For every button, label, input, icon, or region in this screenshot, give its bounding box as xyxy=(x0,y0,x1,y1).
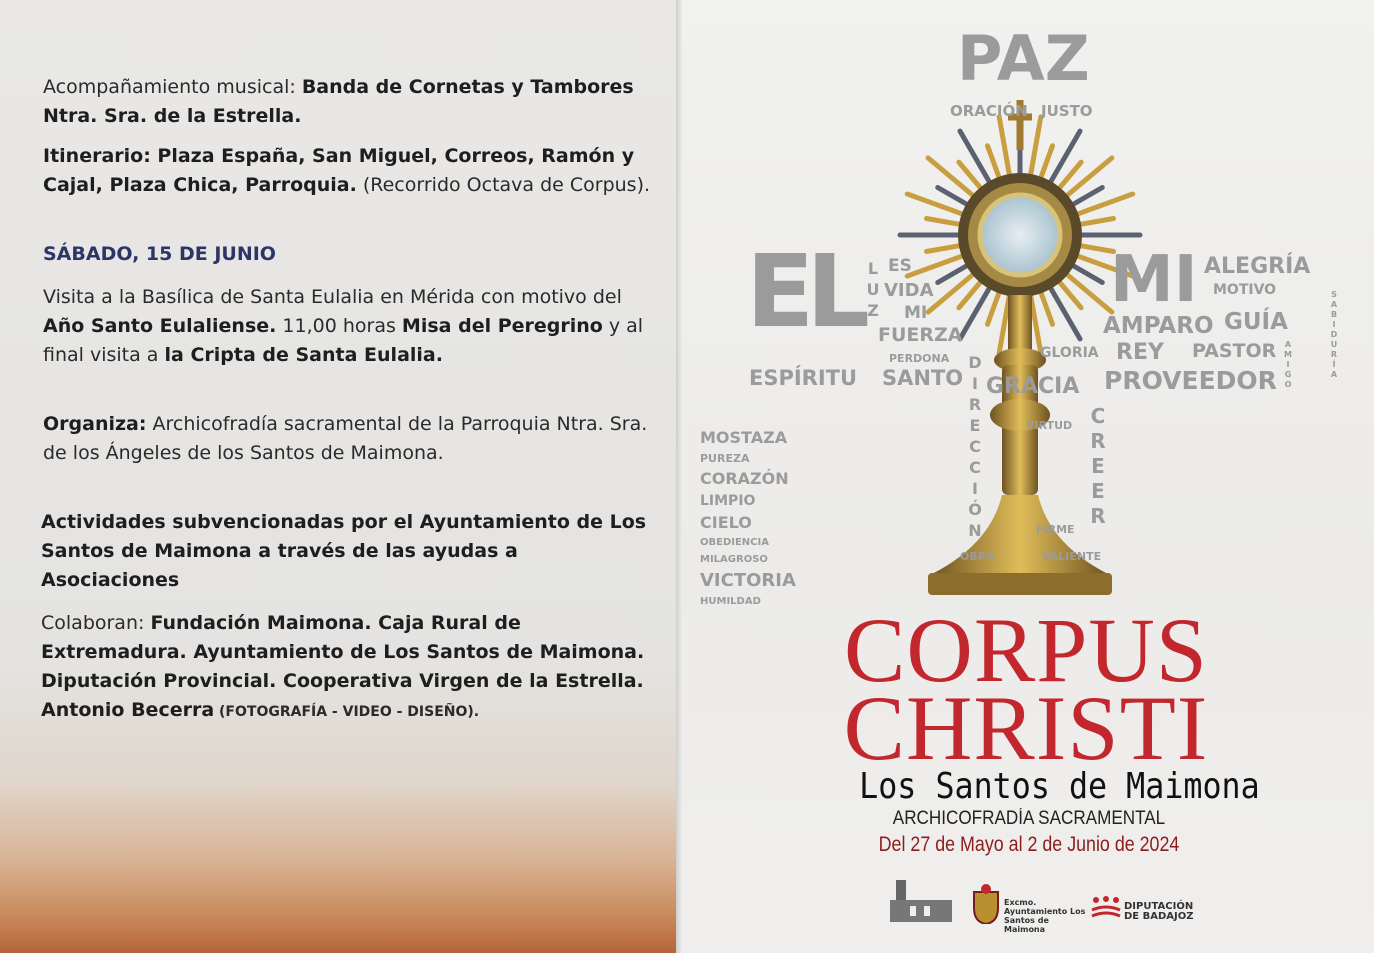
word-milagroso: MILAGROSO xyxy=(700,554,768,565)
word-proveedor: PROVEEDOR xyxy=(1104,366,1277,395)
subsidy-paragraph: Actividades subvencionadas por el Ayuntamiento de Los Santos de Maimona a través de las ayudas a Asociaciones xyxy=(41,511,647,591)
word-luz: LUZ xyxy=(866,259,880,320)
word-sabiduria: SABIDURÍA xyxy=(1330,290,1338,379)
word-obra: OBRA xyxy=(960,550,995,563)
sat-text-2: 11,00 horas xyxy=(276,315,402,337)
word-perdona: PERDONA xyxy=(889,352,950,365)
word-oracion: ORACIÓN xyxy=(950,102,1028,120)
monstrance-ray xyxy=(1048,283,1081,339)
word-humildad: HUMILDAD xyxy=(700,596,761,607)
word-firme: FIRME xyxy=(1036,523,1075,536)
word-pureza: PUREZA xyxy=(700,452,750,465)
word-obediencia: OBEDIENCIA xyxy=(700,537,769,548)
word-amigo: AMIGO xyxy=(1284,340,1292,389)
word-mi-small: MI xyxy=(904,303,928,323)
word-guia: GUÍA xyxy=(1224,309,1288,335)
collaborators-paragraph xyxy=(41,609,646,727)
saturday-paragraph xyxy=(43,283,653,370)
word-creer: CREER xyxy=(1090,404,1106,528)
sat-bold-3: la Cripta de Santa Eulalia. xyxy=(164,344,443,366)
word-virtud: VIRTUD xyxy=(1026,419,1073,432)
church-logo xyxy=(890,876,960,926)
word-el: EL xyxy=(746,233,863,350)
word-fuerza: FUERZA xyxy=(878,324,963,346)
word-corazon: CORAZÓN xyxy=(700,469,789,488)
collaborators-roles: (FOTOGRAFÍA - VIDEO - DISEÑO). xyxy=(214,704,480,720)
music-label: Acompañamiento musical: xyxy=(43,76,302,98)
word-santo: SANTO xyxy=(882,366,964,390)
itinerary-paragraph xyxy=(43,142,653,200)
word-mi: MI xyxy=(1110,243,1198,317)
word-gracia: GRACIA xyxy=(986,374,1080,399)
word-justo: JUSTO xyxy=(1041,102,1093,120)
monstrance-ray xyxy=(960,283,993,339)
organizer-label: Organiza: xyxy=(43,413,147,435)
town-name: Los Santos de Maimona xyxy=(859,766,1260,807)
word-es: ES xyxy=(888,256,912,276)
word-pastor: PASTOR xyxy=(1192,340,1277,362)
monstrance-ray xyxy=(1030,117,1041,181)
left-page xyxy=(0,0,680,953)
ayuntamiento-logo-text: Excmo. Ayuntamiento Los Santos de Maimona xyxy=(1004,898,1086,934)
brotherhood-name: ARCHICOFRADÍA SACRAMENTAL xyxy=(892,808,1166,829)
saturday-heading: SÁBADO, 15 DE JUNIO xyxy=(43,243,276,265)
collaborators-list: Fundación Maimona. Caja Rural de Extremadura. Ayuntamiento de Los Santos de Maimona. Diputación Provincial. Cooperativa Virgen de la Estrella. Antonio Becerra xyxy=(41,612,645,721)
word-alegria: ALEGRÍA xyxy=(1204,254,1311,279)
band-name: Banda de Cornetas y Tambores Ntra. Sra. de la Estrella. xyxy=(43,76,634,127)
event-dates: Del 27 de Mayo al 2 de Junio de 2024 xyxy=(878,833,1180,856)
title-christi: CHRISTI xyxy=(843,677,1209,779)
monstrance-image xyxy=(890,95,1150,605)
word-amparo: AMPARO xyxy=(1103,313,1214,339)
diputacion-logo-text: DIPUTACIÓN DE BADAJOZ xyxy=(1124,901,1194,922)
organizer-paragraph xyxy=(43,410,653,468)
itinerary-route: Itinerario: Plaza España, San Miguel, Correos, Ramón y Cajal, Plaza Chica, Parroquia. xyxy=(43,145,635,196)
sat-text-1: Visita a la Basílica de Santa Eulalia en Mérida con motivo del xyxy=(43,286,622,308)
word-limpio: LIMPIO xyxy=(700,493,756,509)
sat-bold-2: Misa del Peregrino xyxy=(401,315,603,337)
word-espiritu: ESPÍRITU xyxy=(749,366,858,390)
word-valiente: VALIENTE xyxy=(1042,550,1102,563)
word-paz: PAZ xyxy=(957,22,1090,95)
word-vida: VIDA xyxy=(884,280,934,301)
word-cielo: CIELO xyxy=(700,513,752,532)
itinerary-note: (Recorrido Octava de Corpus). xyxy=(356,174,651,196)
collaborators-label: Colaboran: xyxy=(41,612,151,634)
word-direccion: DIRECCIÓN xyxy=(968,353,982,540)
title-corpus: CORPUS xyxy=(844,599,1208,701)
word-mostaza: MOSTAZA xyxy=(700,428,788,447)
word-motivo: MOTIVO xyxy=(1213,282,1277,298)
monstrance-ray xyxy=(960,131,993,187)
diputacion-logo-icon xyxy=(1090,896,1122,922)
monstrance-ray xyxy=(1048,131,1081,187)
word-victoria: VICTORIA xyxy=(700,570,796,591)
organizer-text: Archicofradía sacramental de la Parroquia Ntra. Sra. de los Ángeles de los Santos de Maimona. xyxy=(43,413,648,464)
sat-text-3: y al final visita a xyxy=(43,315,644,366)
word-rey: REY xyxy=(1116,340,1164,365)
ayuntamiento-crest-icon xyxy=(972,884,1000,924)
sat-bold-1: Año Santo Eulaliense. xyxy=(43,315,277,337)
music-paragraph xyxy=(43,73,653,131)
word-gloria: GLORIA xyxy=(1040,345,1099,361)
monstrance-ray xyxy=(999,117,1010,181)
